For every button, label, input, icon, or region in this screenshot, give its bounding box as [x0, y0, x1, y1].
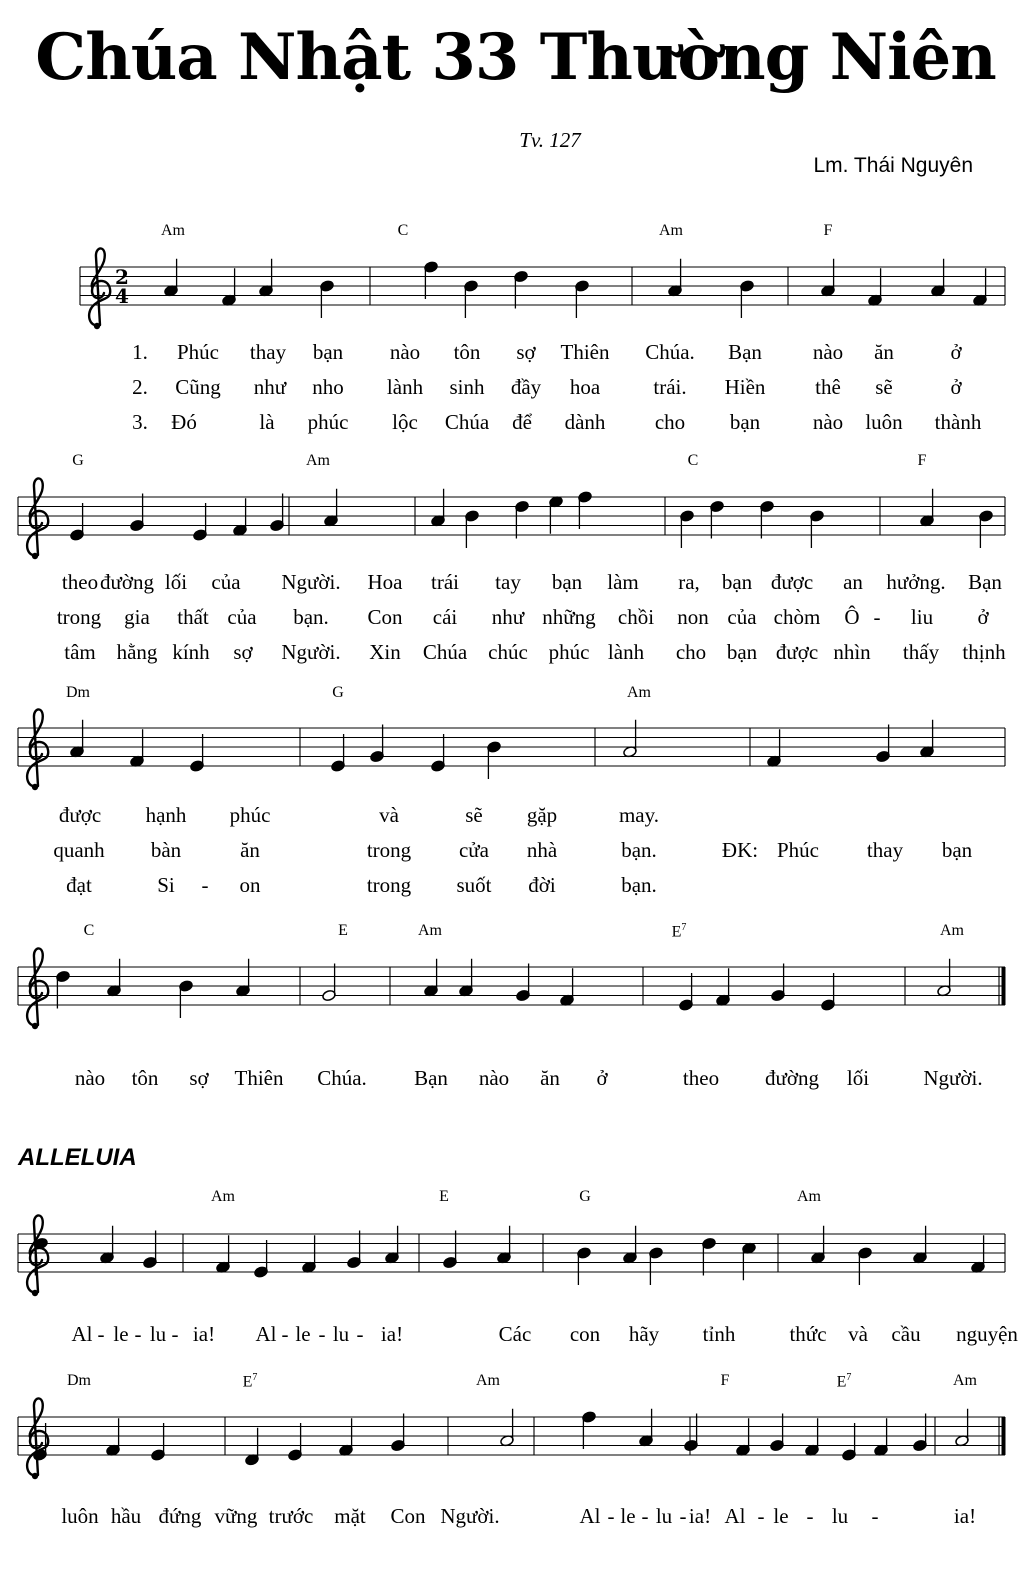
lyric-syllable: nào	[812, 340, 844, 364]
lyric-syllable: trong	[56, 605, 102, 629]
lyric-syllable: -	[757, 1504, 765, 1528]
treble-clef-icon	[27, 709, 48, 790]
lyric-syllable: 3.	[132, 410, 148, 434]
lyric-syllable: thay	[249, 340, 287, 364]
lyric-syllable: thịnh	[962, 640, 1006, 664]
lyric-syllable: Bạn	[728, 340, 762, 364]
lyric-syllable: của	[727, 605, 757, 629]
lyric-syllable: -	[318, 1322, 326, 1346]
lyric-syllable: Phúc	[777, 838, 819, 862]
lyric-syllable: đạt	[66, 873, 92, 897]
time-signature-top: 2	[115, 265, 129, 289]
lyric-syllable: ăn	[240, 838, 260, 862]
lyric-syllable: le	[620, 1504, 636, 1528]
chord-symbol: Am	[797, 1188, 821, 1205]
lyric-syllable: bạn.	[293, 605, 329, 629]
lyric-syllable: bạn	[941, 838, 973, 862]
lyric-syllable: đường	[100, 570, 154, 594]
chord-symbol: G	[332, 684, 344, 701]
lyric-syllable: trái	[431, 570, 459, 594]
lyric-syllable: Người.	[281, 570, 341, 594]
lyric-syllable: Hoa	[367, 570, 403, 594]
lyric-syllable: hạnh	[145, 803, 187, 827]
lyric-syllable: Al	[71, 1322, 93, 1346]
lyric-syllable: bạn	[726, 640, 758, 664]
lyric-syllable: thê	[815, 375, 841, 399]
lyric-syllable: tỉnh	[702, 1322, 736, 1346]
lyric-syllable: Xin	[369, 640, 401, 664]
lyric-syllable: non	[677, 605, 709, 629]
lyric-syllable: ia!	[953, 1504, 977, 1528]
chord-symbol: Am	[940, 922, 964, 939]
lyric-syllable: gia	[124, 605, 150, 629]
lyric-syllable: như	[491, 605, 525, 629]
lyric-syllable: nhìn	[833, 640, 871, 664]
staff-system	[18, 489, 1005, 548]
treble-clef-icon	[89, 248, 110, 329]
alleluia-section-title: ALLELUIA	[18, 1144, 137, 1171]
chord-symbol: Am	[418, 922, 442, 939]
lyric-syllable: hưởng.	[886, 570, 946, 594]
lyric-syllable: vững	[214, 1504, 258, 1528]
lyric-syllable: -	[679, 1504, 687, 1528]
lyric-syllable: sẽ	[465, 803, 483, 827]
lyric-syllable: tôn	[453, 340, 481, 364]
lyric-syllable: Con	[390, 1504, 426, 1528]
chord-symbol: G	[579, 1188, 591, 1205]
lyric-syllable: lành	[386, 375, 424, 399]
lyric-syllable: mặt	[334, 1504, 366, 1528]
lyric-syllable: bạn.	[621, 873, 657, 897]
lyric-syllable: ra,	[678, 570, 700, 594]
lyric-syllable: là	[259, 410, 275, 434]
lyric-syllable: nào	[389, 340, 421, 364]
lyric-syllable: ĐK:	[721, 838, 759, 862]
lyric-syllable: lối	[164, 570, 188, 594]
chord-symbol: Am	[211, 1188, 235, 1205]
lyric-syllable: le	[113, 1322, 129, 1346]
lyric-syllable: liu	[910, 605, 934, 629]
lyric-syllable: sinh	[449, 375, 485, 399]
lyric-syllable: ia!	[380, 1322, 404, 1346]
lyric-syllable: Al	[579, 1504, 601, 1528]
lyric-syllable: kính	[172, 640, 210, 664]
lyric-syllable: tôn	[131, 1066, 159, 1090]
lyric-syllable: và	[848, 1322, 868, 1346]
lyric-syllable: đứng	[158, 1504, 202, 1528]
lyric-syllable: 2.	[132, 375, 148, 399]
lyric-syllable: bạn.	[621, 838, 657, 862]
lyric-syllable: ăn	[540, 1066, 560, 1090]
lyric-syllable: lành	[607, 640, 645, 664]
treble-clef-icon	[27, 1215, 48, 1296]
chord-symbol: F	[823, 222, 833, 239]
lyric-syllable: -	[171, 1322, 179, 1346]
chord-symbol: Am	[627, 684, 651, 701]
chord-symbol: $E^7$	[242, 1372, 258, 1391]
lyric-syllable: nào	[812, 410, 844, 434]
psalm-reference: Tv. 127	[519, 128, 581, 152]
lyric-syllable: lối	[846, 1066, 870, 1090]
chord-symbol: Am	[161, 222, 185, 239]
lyric-syllable: Thiên	[234, 1066, 284, 1090]
lyric-syllable: phúc	[229, 803, 271, 827]
chord-symbol: G	[72, 452, 84, 469]
lyric-syllable: quanh	[53, 838, 105, 862]
lyric-syllable: của	[227, 605, 257, 629]
lyric-syllable: cái	[432, 605, 458, 629]
staff-system	[18, 1226, 1005, 1285]
lyric-syllable: được	[58, 803, 102, 827]
lyric-syllable: Cũng	[175, 375, 221, 399]
chord-symbol: Dm	[66, 684, 90, 701]
lyric-syllable: ở	[950, 375, 962, 399]
chord-symbol: Am	[659, 222, 683, 239]
lyric-syllable: thức	[789, 1322, 827, 1346]
chord-symbol: C	[397, 222, 409, 239]
lyric-syllable: hằng	[116, 640, 158, 664]
lyric-syllable: lu	[149, 1322, 167, 1346]
chord-symbol: E	[439, 1188, 449, 1205]
staff-system	[80, 259, 1005, 318]
time-signature-bottom: 4	[115, 284, 129, 308]
lyric-syllable: -	[281, 1322, 289, 1346]
lyric-syllable: -	[641, 1504, 649, 1528]
lyric-syllable: Bạn	[414, 1066, 448, 1090]
treble-clef-icon	[27, 948, 48, 1029]
chord-symbol: Am	[476, 1372, 500, 1389]
lyric-syllable: lu	[655, 1504, 673, 1528]
lyric-syllable: trước	[268, 1504, 314, 1528]
lyric-syllable: -	[873, 605, 881, 629]
lyric-syllable: sợ	[516, 340, 536, 364]
lyric-syllable: chòm	[773, 605, 821, 629]
lyric-syllable: nào	[478, 1066, 510, 1090]
lyric-syllable: trái.	[653, 375, 687, 399]
staff-system	[18, 720, 1005, 779]
chord-symbol: C	[687, 452, 699, 469]
lyric-syllable: bạn	[721, 570, 753, 594]
lyric-syllable: thay	[866, 838, 904, 862]
lyric-syllable: Al	[724, 1504, 746, 1528]
lyric-syllable: được	[770, 570, 814, 594]
treble-clef-icon	[27, 478, 48, 559]
lyric-syllable: như	[253, 375, 287, 399]
lyric-syllable: suốt	[456, 873, 492, 897]
lyric-syllable: -	[201, 873, 209, 897]
lyric-syllable: Hiền	[724, 375, 766, 399]
lyric-syllable: ở	[596, 1066, 608, 1090]
lyric-syllable: trong	[366, 838, 412, 862]
lyric-syllable: Chúa	[422, 640, 468, 664]
chord-symbol: F	[720, 1372, 730, 1389]
lyric-syllable: chồi	[617, 605, 655, 629]
lyric-syllable: gặp	[526, 803, 558, 827]
lyric-syllable: ở	[950, 340, 962, 364]
lyric-syllable: đầy	[510, 375, 542, 399]
lyric-syllable: những	[542, 605, 596, 629]
composer-name: Lm. Thái Nguyên	[813, 154, 973, 177]
chord-symbol: Am	[953, 1372, 977, 1389]
lyric-syllable: Người.	[440, 1504, 500, 1528]
lyric-syllable: bạn	[551, 570, 583, 594]
lyric-syllable: và	[379, 803, 399, 827]
lyric-syllable: Chúa.	[645, 340, 695, 364]
lyric-syllable: chúc	[488, 640, 528, 664]
lyric-syllable: để	[512, 410, 532, 434]
lyric-syllable: lu	[332, 1322, 350, 1346]
chord-symbol: E	[338, 922, 348, 939]
chord-symbol: F	[917, 452, 927, 469]
lyric-syllable: -	[607, 1504, 615, 1528]
lyric-syllable: cửa	[458, 838, 490, 862]
lyric-syllable: ia!	[688, 1504, 712, 1528]
lyric-syllable: Si	[157, 873, 175, 897]
lyric-syllable: 1.	[132, 340, 148, 364]
staff-system	[18, 959, 1005, 1018]
lyric-syllable: phúc	[548, 640, 590, 664]
lyric-syllable: -	[871, 1504, 879, 1528]
lyric-syllable: Phúc	[177, 340, 219, 364]
lyric-syllable: -	[356, 1322, 364, 1346]
chord-symbol: C	[83, 922, 95, 939]
lyric-syllable: Con	[367, 605, 403, 629]
lyric-syllable: -	[806, 1504, 814, 1528]
lyric-syllable: làm	[607, 570, 639, 594]
lyric-syllable: le	[295, 1322, 311, 1346]
lyric-syllable: hoa	[569, 375, 601, 399]
lyric-syllable: trong	[366, 873, 412, 897]
staff-system	[18, 1409, 1005, 1466]
lyric-syllable: Ô	[844, 605, 860, 629]
lyric-syllable: bạn	[312, 340, 344, 364]
lyric-syllable: nguyện	[956, 1322, 1018, 1346]
lyric-syllable: nhà	[526, 838, 558, 862]
lyric-syllable: nho	[312, 375, 344, 399]
lyric-syllable: -	[134, 1322, 142, 1346]
chord-symbol: $E^7$	[671, 922, 687, 941]
lyric-syllable: Al	[255, 1322, 277, 1346]
lyric-syllable: hầu	[110, 1504, 142, 1528]
lyric-syllable: Người.	[281, 640, 341, 664]
lyric-syllable: on	[239, 873, 261, 897]
lyric-syllable: sợ	[189, 1066, 209, 1090]
lyric-syllable: con	[569, 1322, 601, 1346]
lyric-syllable: dành	[564, 410, 606, 434]
lyric-syllable: Người.	[923, 1066, 983, 1090]
lyric-syllable: thành	[934, 410, 982, 434]
lyric-syllable: luôn	[61, 1504, 99, 1528]
lyric-syllable: lộc	[392, 410, 418, 434]
song-title: Chúa Nhật 33 Thường Niên	[35, 20, 996, 95]
lyric-syllable: le	[773, 1504, 789, 1528]
lyric-syllable: -	[97, 1322, 105, 1346]
lyric-syllable: sẽ	[875, 375, 893, 399]
lyric-syllable: được	[775, 640, 819, 664]
lyric-syllable: bàn	[150, 838, 182, 862]
lyric-syllable: luôn	[865, 410, 903, 434]
lyric-syllable: thấy	[902, 640, 940, 664]
lyric-syllable: Đó	[171, 410, 197, 434]
lyric-syllable: đời	[528, 873, 556, 897]
lyric-syllable: an	[843, 570, 863, 594]
lyric-syllable: sợ	[233, 640, 253, 664]
lyric-syllable: tay	[495, 570, 521, 594]
chord-symbol: $E^7$	[836, 1372, 852, 1391]
lyric-syllable: Các	[498, 1322, 532, 1346]
lyric-syllable: bạn	[729, 410, 761, 434]
lyric-syllable: Chúa.	[317, 1066, 367, 1090]
lyric-syllable: Thiên	[560, 340, 610, 364]
lyric-syllable: theo	[682, 1066, 720, 1090]
lyric-syllable: đường	[765, 1066, 819, 1090]
lyric-syllable: ở	[977, 605, 989, 629]
lyric-syllable: ia!	[192, 1322, 216, 1346]
lyric-syllable: cầu	[891, 1322, 921, 1346]
lyric-syllable: thất	[177, 605, 209, 629]
lyric-syllable: may.	[618, 803, 660, 827]
lyric-syllable: cho	[675, 640, 707, 664]
lyric-syllable: hãy	[628, 1322, 660, 1346]
chord-symbol: Dm	[67, 1372, 91, 1389]
lyric-syllable: Chúa	[444, 410, 490, 434]
lyric-syllable: của	[211, 570, 241, 594]
lyric-syllable: phúc	[307, 410, 349, 434]
lyric-syllable: theo	[61, 570, 99, 594]
lyric-syllable: nào	[74, 1066, 106, 1090]
lyric-syllable: Bạn	[968, 570, 1002, 594]
lyric-syllable: ăn	[874, 340, 894, 364]
lyric-syllable: cho	[654, 410, 686, 434]
chord-symbol: Am	[306, 452, 330, 469]
lyric-syllable: lu	[831, 1504, 849, 1528]
lyric-syllable: tâm	[64, 640, 96, 664]
